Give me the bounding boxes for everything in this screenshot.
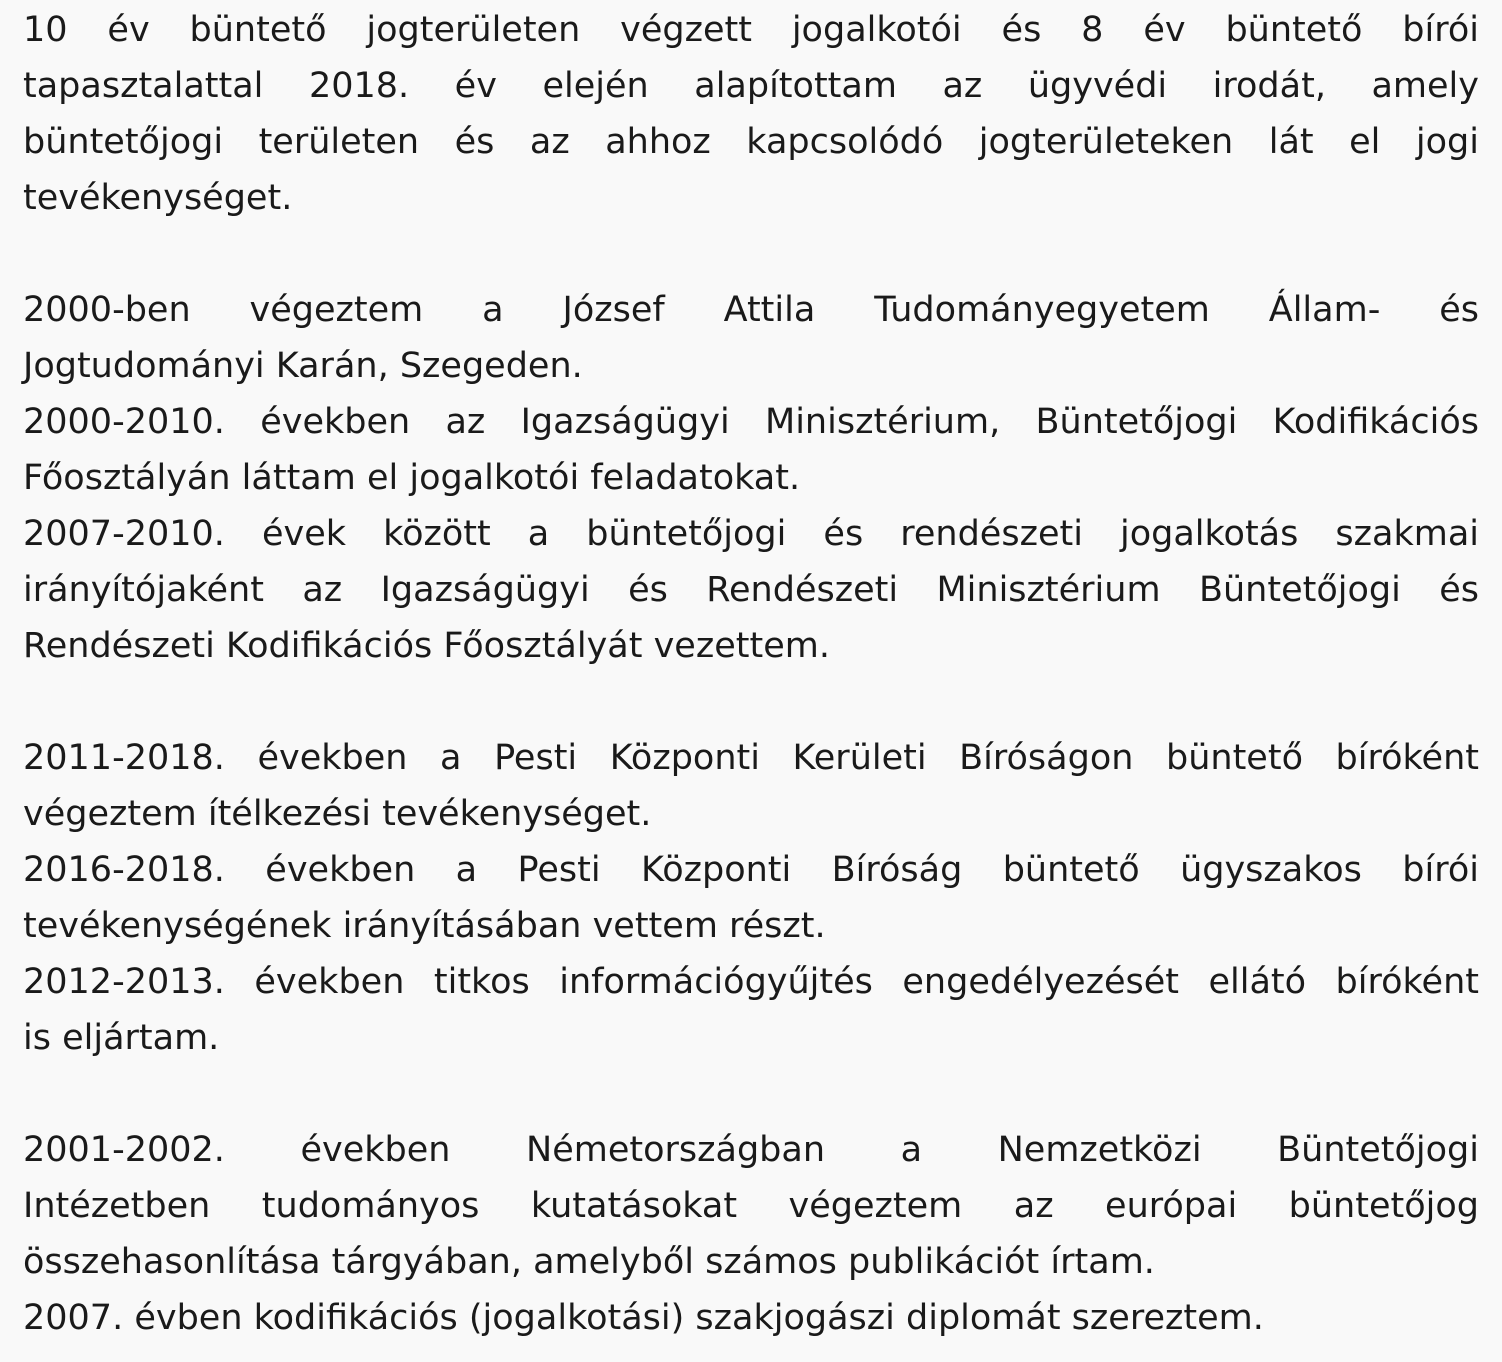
text-line: 2007. évben kodifikációs (jogalkotási) szakjogászi diplomát szereztem.: [23, 1298, 1264, 1338]
text-line: 2000-ben végeztem a József Attila Tudományegyetem Állam- és: [23, 290, 1479, 330]
text-line: 2000-2010. években az Igazságügyi Minisztérium, Büntetőjogi Kodifikációs: [23, 402, 1479, 442]
text-line: 2011-2018. években a Pesti Központi Kerületi Bíróságon büntető bíróként: [23, 738, 1479, 778]
text-line: 2007-2010. évek között a büntetőjogi és rendészeti jogalkotás szakmai: [23, 514, 1479, 554]
text-line: végeztem ítélkezési tevékenységet.: [23, 794, 652, 834]
paragraph-research-diploma: [23, 1122, 1479, 1346]
text-line: tevékenységének irányításában vettem részt.: [23, 906, 826, 946]
text-line: Rendészeti Kodifikációs Főosztályát vezettem.: [23, 626, 830, 666]
paragraph-office-founding: [23, 2, 1479, 226]
text-line: 2012-2013. években titkos információgyűjtés engedélyezését ellátó bíróként: [23, 962, 1479, 1002]
text-line: irányítójaként az Igazságügyi és Rendészeti Minisztérium Büntetőjogi és: [23, 570, 1479, 610]
text-line: 2016-2018. években a Pesti Központi Bíróság büntető ügyszakos bírói: [23, 850, 1479, 890]
text-line: 10 év büntető jogterületen végzett jogalkotói és 8 év büntető bírói: [23, 10, 1479, 50]
biography-text: [23, 2, 1479, 1346]
text-line: Főosztályán láttam el jogalkotói feladatokat.: [23, 458, 801, 498]
text-line: büntetőjogi területen és az ahhoz kapcsolódó jogterületeken lát el jogi: [23, 122, 1479, 162]
text-line: Intézetben tudományos kutatásokat végeztem az európai büntetőjog: [23, 1186, 1479, 1226]
paragraph-judicial-career: [23, 730, 1479, 1066]
text-line: tevékenységet.: [23, 178, 293, 218]
text-line: összehasonlítása tárgyában, amelyből számos publikációt írtam.: [23, 1242, 1155, 1282]
text-line: tapasztalattal 2018. év elején alapítottam az ügyvédi irodát, amely: [23, 66, 1479, 106]
paragraph-education-ministry: [23, 282, 1479, 674]
text-line: Jogtudományi Karán, Szegeden.: [23, 346, 583, 386]
text-line: 2001-2002. években Németországban a Nemzetközi Büntetőjogi: [23, 1130, 1479, 1170]
text-line: is eljártam.: [23, 1018, 220, 1058]
